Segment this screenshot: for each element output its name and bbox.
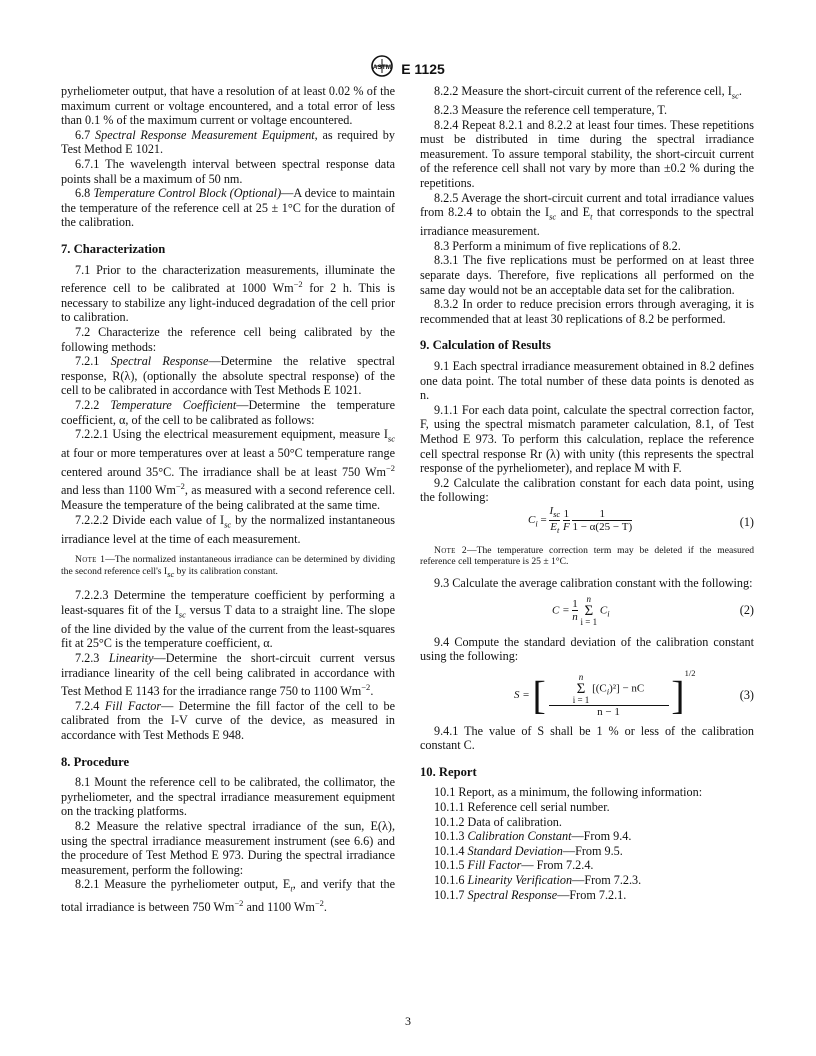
note-1: Note 1—The normalized instantaneous irradiance can be determined by dividing the second reference cell's $I_{sc}$ by its calibration constant. bbox=[61, 554, 396, 579]
page-number: 3 bbox=[405, 1014, 411, 1028]
paragraph-9-1-1: 9.1.1 For each data point, calculate the spectral correction factor, F, using the spectral mismatch parameter calculation, 8.1, of Test Method E 973. To perform this calculation, replace the reference cell spectral response Rr (λ) with unity (this represents the spectral response of the pyrheliometer), and replace M with F. bbox=[420, 402, 754, 476]
paragraph-8-1: 8.1 Mount the reference cell to be calibrated, the collimator, the pyrheliometer, and the spectral irradiance measurement equipment on the tracking platforms. bbox=[61, 775, 395, 819]
paragraph-8-2: 8.2 Measure the relative spectral irradiance of the sun, E(λ), using the spectral irradiance measurement instrument (see 6.6) and the procedure of Test Method E 973. During the spectral irradiance measurement, perform the following: bbox=[61, 819, 395, 877]
paragraph-8-3-2: 8.3.2 In order to reduce precision errors through averaging, it is recommended that at least 30 replications of 8.2 be performed. bbox=[420, 297, 754, 326]
section-heading-8: 8. Procedure bbox=[61, 754, 130, 769]
paragraph-10-1-3: 10.1.3 Calibration Constant—From 9.4. bbox=[434, 829, 632, 844]
paragraph-10-1-5: 10.1.5 Fill Factor— From 7.2.4. bbox=[434, 858, 594, 873]
paragraph: pyrheliometer output, that have a resolution of at least 0.02 % of the maximum current or voltage encountered, and a total error of less than 0.1 % of the maximum current or voltage encountered. bbox=[61, 84, 395, 128]
paragraph-7-2-4: 7.2.4 Fill Factor— Determine the fill factor of the cell to be calibrated from the I-V curve of the device, as measured in accordance with Test Methods E 948. bbox=[61, 698, 396, 743]
note-2: Note 2—The temperature correction term may be deleted if the measured reference cell temperature is 25 ± 1°C. bbox=[420, 544, 755, 568]
paragraph-10-1-2: 10.1.2 Data of calibration. bbox=[434, 814, 562, 829]
equation-1: $C_i$ = $\frac{I_{sc}}{E_t}$ $\frac{1}{F}$ $\frac{1}{1 - \alpha(25 - T)}$ (1) bbox=[528, 504, 754, 536]
paragraph-7-1: 7.1 Prior to the characterization measurements, illuminate the reference cell to be calibrated at 1000 $Wm^{-2}$ for 2 h. This is necessary to stabilize any light-induced degradation of the cell prior to calibration. bbox=[61, 262, 395, 325]
paragraph-10-1: 10.1 Report, as a minimum, the following information: bbox=[434, 785, 703, 800]
paragraph-7-2-1: 7.2.1 Spectral Response—Determine the relative spectral response, R(λ), (optionally the absolute spectral response) of the cell to be calibrated in accordance with Test Methods E 1021. bbox=[61, 354, 395, 398]
paragraph-6-7-1: 6.7.1 The wavelength interval between spectral response data points shall be a maximum of 50 nm. bbox=[61, 156, 395, 186]
equation-2: C = $\frac{1}{n}$ n Σ i = 1 $C_i$ (2) bbox=[552, 593, 754, 627]
section-heading-7: 7. Characterization bbox=[61, 241, 166, 256]
paragraph-8-3-1: 8.3.1 The five replications must be performed on at least three separate days. Therefore, five replications all performed on the same day would not be an acceptable data set for the calibration. bbox=[420, 253, 754, 297]
paragraph-8-2-1: 8.2.1 Measure the pyrheliometer output, $E_t$, and verify that the total irradiance is between 750 $Wm^{-2}$ and 1100 $Wm^{-2}$. bbox=[61, 877, 395, 915]
paragraph-9-4: 9.4 Compute the standard deviation of the calibration constant using the following: bbox=[420, 634, 754, 664]
paragraph-10-1-6: 10.1.6 Linearity Verification—From 7.2.3. bbox=[434, 873, 642, 888]
section-heading-10: 10. Report bbox=[420, 764, 477, 779]
left-column bbox=[61, 84, 395, 915]
equation-3: S = [ n Σ i = 1 $[(C_i)^2]$ − nC n − 1 ]$^{1/2}$ (3) bbox=[514, 667, 754, 718]
paragraph-7-2-2-1: 7.2.2.1 Using the electrical measurement equipment, measure $I_{sc}$ at four or more temperatures over at least a 50°C temperature range centered around 35°C. The irradiance shall be at least 750 $Wm^{-2}$ and less than 1100 $Wm^{-2}$, as measured with a second reference cell. Measure the temperature of the being calibrated at the same time. bbox=[61, 427, 395, 513]
page-header bbox=[0, 55, 816, 82]
paragraph-6-8: 6.8 Temperature Control Block (Optional)—A device to maintain the temperature of the reference cell at 25 ± 1°C for the duration of the calibration. bbox=[61, 186, 396, 230]
equation-number: (3) bbox=[739, 687, 754, 702]
paragraph-10-1-7: 10.1.7 Spectral Response—From 7.2.1. bbox=[434, 887, 627, 902]
paragraph-8-2-4: 8.2.4 Repeat 8.2.1 and 8.2.2 at least four times. These repetitions must be distributed in time during the spectral irradiance measurement. To assure temporal stability, the short-circuit current of the reference cell shall not vary by more than ±0.2 % during the repetitions. bbox=[420, 117, 754, 190]
paragraph-9-3: 9.3 Calculate the average calibration constant with the following: bbox=[434, 575, 753, 590]
paragraph-10-1-4: 10.1.4 Standard Deviation—From 9.5. bbox=[434, 843, 623, 858]
paragraph-7-2-2: 7.2.2 Temperature Coefficient—Determine the temperature coefficient, α, of the cell to be calibrated as follows: bbox=[61, 397, 395, 427]
paragraph-9-4-1: 9.4.1 The value of S shall be 1 % or less of the calibration constant C. bbox=[420, 723, 754, 753]
equation-number: (1) bbox=[739, 514, 754, 529]
paragraph-7-2-2-3: 7.2.2.3 Determine the temperature coefficient by performing a least-squares fit of the $I_{sc}$ versus T data to a straight line. The slope of the line divided by the value of the current from the least-squares fit at 25°C is the temperature coefficient, α. bbox=[61, 588, 396, 651]
paragraph-9-1: 9.1 Each spectral irradiance measurement obtained in 8.2 defines one data point. The total number of these data points is denoted as n. bbox=[420, 358, 754, 403]
right-column bbox=[420, 84, 754, 902]
paragraph-7-2-2-2: 7.2.2.2 Divide each value of $I_{sc}$ by the normalized instantaneous irradiance level at the time of each measurement. bbox=[61, 512, 395, 546]
astm-logo bbox=[371, 55, 393, 82]
paragraph-6-7: 6.7 Spectral Response Measurement Equipment, as required by Test Method E 1021. bbox=[61, 127, 395, 157]
paragraph-8-2-5: 8.2.5 Average the short-circuit current and total irradiance values from 8.2.4 to obtain the $I_{sc}$ and $E_t$ that corresponds to the spectral irradiance measurement. bbox=[420, 190, 754, 239]
paragraph-8-3: 8.3 Perform a minimum of five replications of 8.2. bbox=[434, 238, 681, 253]
paragraph-7-2: 7.2 Characterize the reference cell being calibrated by the following methods: bbox=[61, 324, 395, 354]
equation-number: (2) bbox=[739, 602, 754, 617]
paragraph-8-2-2: 8.2.2 Measure the short-circuit current of the reference cell, $I_{sc}$. bbox=[434, 84, 742, 101]
standard-designation: E 1125 bbox=[401, 60, 445, 77]
svg-text:ASTM: ASTM bbox=[372, 64, 392, 71]
paragraph-9-2: 9.2 Calculate the calibration constant for each data point, using the following: bbox=[420, 475, 754, 505]
paragraph-7-2-3: 7.2.3 Linearity—Determine the short-circuit current versus irradiance linearity of the cell being calibrated in accordance with Test Method E 1143 for the irradiance range 750 to 1100 $Wm^{-2}$. bbox=[61, 651, 396, 699]
paragraph-10-1-1: 10.1.1 Reference cell serial number. bbox=[434, 800, 610, 815]
paragraph-8-2-3: 8.2.3 Measure the reference cell temperature, T. bbox=[434, 103, 668, 118]
section-heading-9: 9. Calculation of Results bbox=[420, 338, 551, 353]
